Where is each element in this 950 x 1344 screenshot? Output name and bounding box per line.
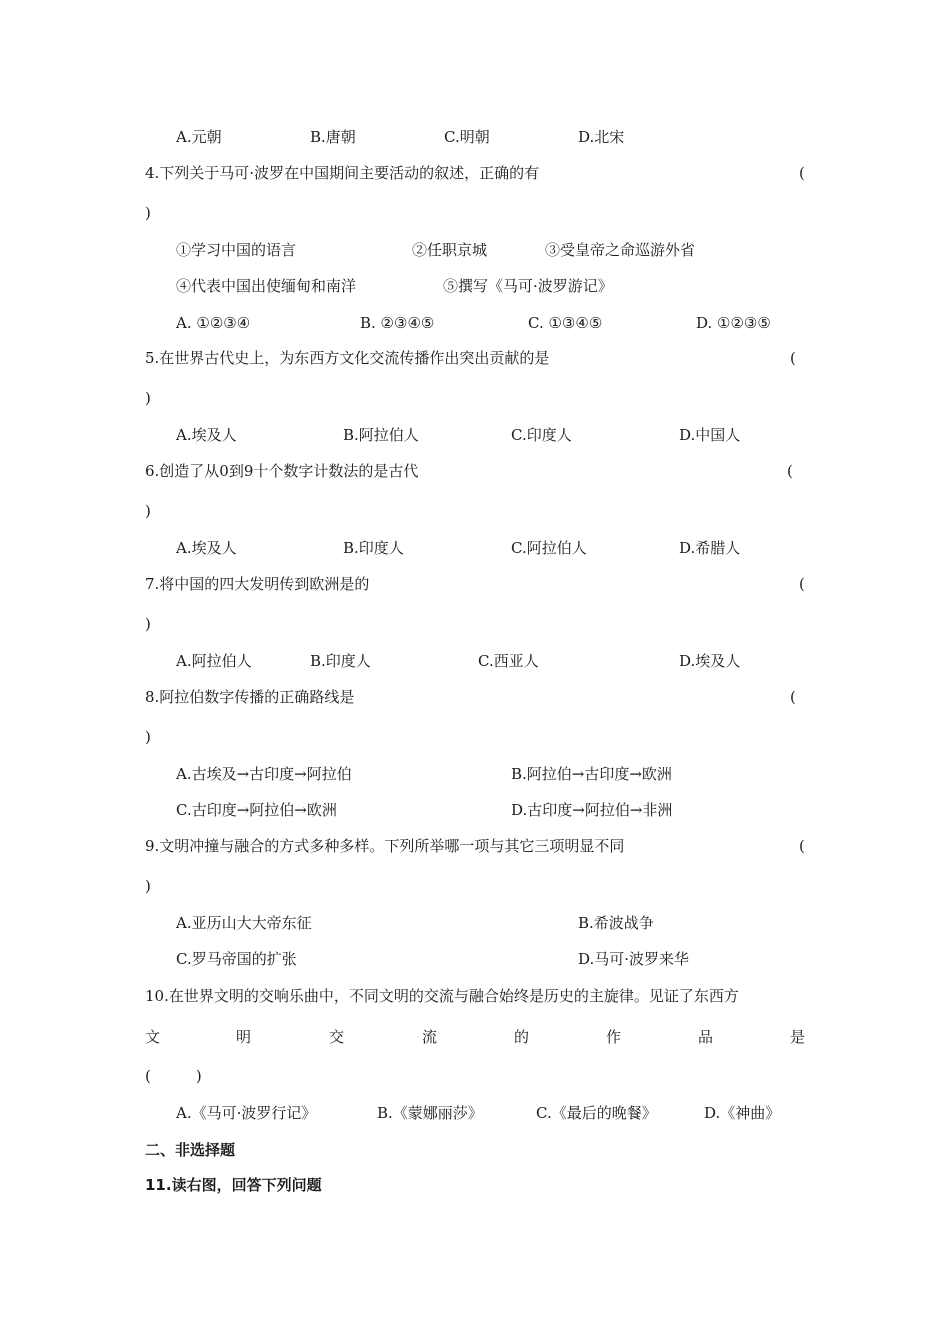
statement-3: ③受皇帝之命巡游外省: [545, 241, 696, 259]
stem-char: 的: [514, 1028, 530, 1046]
answer-paren-open: (: [790, 349, 796, 367]
option-d: D. ①②③⑤: [696, 314, 771, 332]
option-c: C.印度人: [511, 426, 572, 444]
answer-paren-close: ): [145, 389, 151, 407]
question-stem: 7.将中国的四大发明传到欧洲是的: [145, 575, 370, 593]
stem-char: 流: [422, 1028, 438, 1046]
option-c: C. ①③④⑤: [528, 314, 603, 332]
option-b: B.阿拉伯→古印度→欧洲: [511, 765, 672, 783]
option-a: A.元朝: [176, 128, 222, 146]
option-c: C.明朝: [444, 128, 490, 146]
question-stem: 8.阿拉伯数字传播的正确路线是: [145, 688, 355, 706]
stem-char: 是: [790, 1028, 806, 1046]
option-d: D.中国人: [679, 426, 741, 444]
answer-paren-close: ): [145, 728, 151, 746]
option-a: A.《马可·波罗行记》: [176, 1104, 317, 1122]
answer-paren-open: (: [799, 575, 805, 593]
option-a: A.埃及人: [176, 426, 237, 444]
option-c: C.阿拉伯人: [511, 539, 587, 557]
option-d: D.埃及人: [679, 652, 741, 670]
answer-paren-open: (: [799, 837, 805, 855]
question-stem: 5.在世界古代史上，为东西方文化交流传播作出突出贡献的是: [145, 349, 550, 367]
option-b: B.唐朝: [310, 128, 356, 146]
answer-paren: ( ): [145, 1067, 202, 1085]
option-c: C.古印度→阿拉伯→欧洲: [176, 801, 337, 819]
answer-paren-close: ): [145, 502, 151, 520]
answer-paren-close: ): [145, 877, 151, 895]
option-b: B.印度人: [343, 539, 404, 557]
question-stem: 10.在世界文明的交响乐曲中，不同文明的交流与融合始终是历史的主旋律。见证了东西方: [145, 987, 739, 1005]
option-a: A.亚历山大大帝东征: [176, 914, 312, 932]
statement-2: ②任职京城: [412, 241, 488, 259]
question-11-stem: 11.读右图，回答下列问题: [145, 1176, 322, 1194]
answer-paren-close: ): [145, 615, 151, 633]
option-c: C.西亚人: [478, 652, 539, 670]
option-b: B.《蒙娜丽莎》: [377, 1104, 483, 1122]
option-c: C.罗马帝国的扩张: [176, 950, 297, 968]
option-a: A.古埃及→古印度→阿拉伯: [176, 765, 352, 783]
option-a: A.埃及人: [176, 539, 237, 557]
section-heading: 二、非选择题: [145, 1141, 236, 1159]
option-b: B.印度人: [310, 652, 371, 670]
option-d: D.《神曲》: [704, 1104, 781, 1122]
option-d: D.北宋: [578, 128, 625, 146]
option-d: D.希腊人: [679, 539, 741, 557]
option-d: D.古印度→阿拉伯→非洲: [511, 801, 673, 819]
option-a: A.阿拉伯人: [176, 652, 252, 670]
question-stem: 9.文明冲撞与融合的方式多种多样。下列所举哪一项与其它三项明显不同: [145, 837, 625, 855]
question-stem: 6.创造了从0到9十个数字计数法的是古代: [145, 462, 419, 480]
option-b: B.阿拉伯人: [343, 426, 419, 444]
answer-paren-open: (: [787, 462, 793, 480]
stem-char: 品: [698, 1028, 714, 1046]
stem-char: 明: [236, 1028, 252, 1046]
stem-char: 交: [329, 1028, 345, 1046]
statement-4: ④代表中国出使缅甸和南洋: [176, 277, 357, 295]
option-b: B.希波战争: [578, 914, 654, 932]
option-c: C.《最后的晚餐》: [536, 1104, 657, 1122]
answer-paren-open: (: [790, 688, 796, 706]
statement-5: ⑤撰写《马可·波罗游记》: [443, 277, 613, 295]
stem-char: 作: [606, 1028, 622, 1046]
option-d: D.马可·波罗来华: [578, 950, 690, 968]
stem-char: 文: [145, 1028, 161, 1046]
statement-1: ①学习中国的语言: [176, 241, 297, 259]
answer-paren-open: (: [799, 164, 805, 182]
answer-paren-close: ): [145, 204, 151, 222]
question-stem: 4.下列关于马可·波罗在中国期间主要活动的叙述，正确的有: [145, 164, 540, 182]
option-a: A. ①②③④: [176, 314, 251, 332]
option-b: B. ②③④⑤: [360, 314, 435, 332]
